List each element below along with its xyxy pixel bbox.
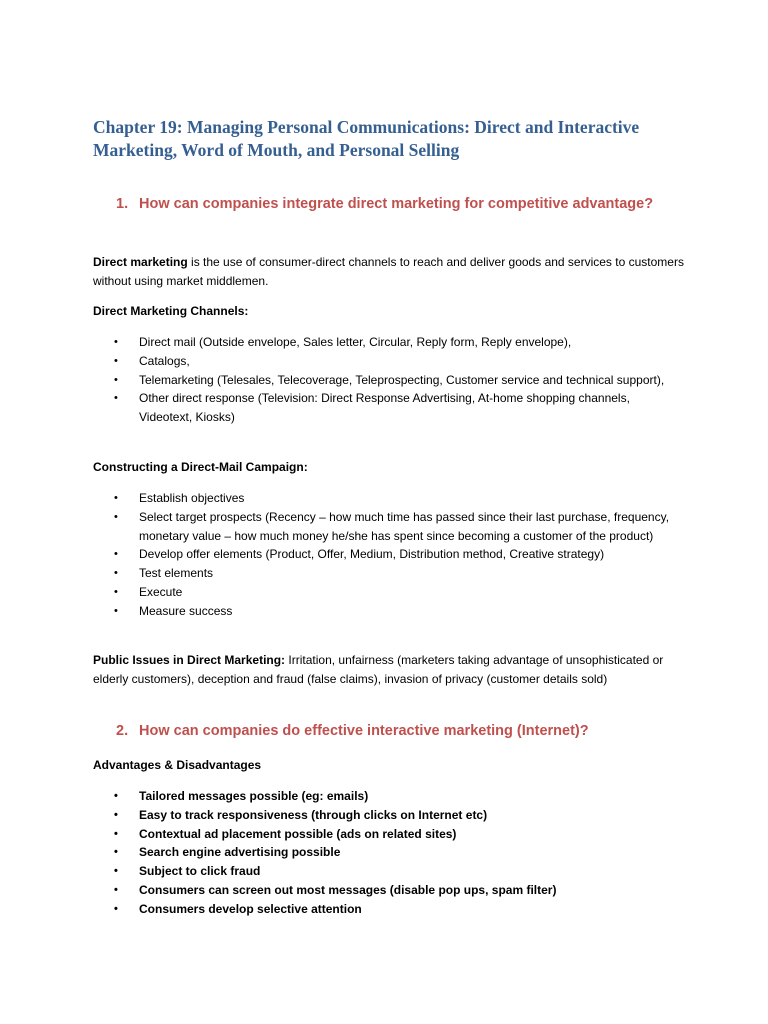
list-item: • Catalogs, (0, 352, 679, 371)
chapter-title: Chapter 19: Managing Personal Communications: Direct and Interactive Marketing, Word of Mouth, and Personal Selling (93, 117, 640, 160)
bullet-icon: • (114, 510, 118, 523)
list-item: • Develop offer elements (Product, Offer, Medium, Distribution method, Creative strategy) (0, 545, 679, 564)
campaign-heading: Constructing a Direct-Mail Campaign: (93, 460, 308, 474)
definition-text: is the use of consumer-direct channels to reach and deliver goods and services to customers without using market middlemen. (93, 255, 684, 288)
issues-text: Irritation, unfairness (marketers taking advantage of unsophisticated or elderly customers), deception and fraud (false claims), invasion of privacy (customer details sold) (93, 653, 664, 686)
question-2-number: 2. (116, 723, 129, 739)
advantages-heading: Advantages & Disadvantages (93, 758, 262, 772)
definition-term: Direct marketing (93, 255, 188, 269)
bullet-icon: • (114, 392, 118, 405)
list-item: • Contextual ad placement possible (ads on related sites) (0, 825, 679, 844)
public-issues-paragraph (93, 651, 693, 689)
bullet-icon: • (114, 336, 118, 348)
channels-list (0, 333, 768, 427)
list-item: • Easy to track responsiveness (through clicks on Internet etc) (0, 806, 679, 825)
bullet-icon: • (114, 492, 118, 504)
bullet-icon: • (114, 548, 118, 561)
bullet-icon: • (114, 865, 118, 878)
bullet-icon: • (114, 790, 118, 802)
bullet-icon: • (114, 827, 118, 840)
bullet-icon: • (114, 604, 118, 617)
question-1-number: 1. (116, 196, 129, 212)
bullet-icon: • (114, 808, 118, 821)
bullet-icon: • (114, 567, 118, 580)
list-item: • Establish objectives (0, 489, 679, 508)
question-1-heading (116, 193, 659, 216)
list-item: • Test elements (0, 564, 679, 583)
list-item: • Direct mail (Outside envelope, Sales letter, Circular, Reply form, Reply envelope), (0, 333, 679, 352)
list-item: • Consumers can screen out most messages (disable pop ups, spam filter) (0, 881, 679, 900)
bullet-icon: • (114, 585, 118, 598)
direct-marketing-definition (93, 253, 693, 291)
bullet-icon: • (114, 354, 118, 367)
issues-term: Public Issues in Direct Marketing: (93, 653, 286, 667)
advantages-list (0, 787, 768, 919)
list-item: • Other direct response (Television: Direct Response Advertising, At-home shopping channels, Videotext, Kiosks) (114, 391, 630, 425)
list-item: • Measure success (0, 602, 679, 621)
list-item: • Telemarketing (Telesales, Telecoverage, Teleprospecting, Customer service and technical support), (0, 371, 679, 390)
channels-heading: Direct Marketing Channels: (93, 304, 249, 318)
list-item: • Select target prospects (Recency – how much time has passed since their last purchase, frequency, monetary value – how much money he/she has spent since becoming a customer of the product) (114, 509, 670, 543)
bullet-icon: • (114, 846, 118, 859)
list-item: • Consumers develop selective attention (0, 900, 679, 919)
question-2-text: How can companies do effective interactive marketing (Internet)? (139, 723, 589, 739)
list-item: • Tailored messages possible (eg: emails) (0, 787, 679, 806)
list-item: • Search engine advertising possible (0, 843, 679, 862)
list-item: • Execute (0, 583, 679, 602)
list-item: • Subject to click fraud (0, 862, 679, 881)
question-1-text: How can companies integrate direct marketing for competitive advantage? (139, 196, 654, 212)
campaign-steps-list (0, 489, 768, 621)
question-2-heading (116, 720, 659, 743)
bullet-icon: • (114, 883, 118, 896)
bullet-icon: • (114, 373, 118, 386)
bullet-icon: • (114, 902, 118, 915)
